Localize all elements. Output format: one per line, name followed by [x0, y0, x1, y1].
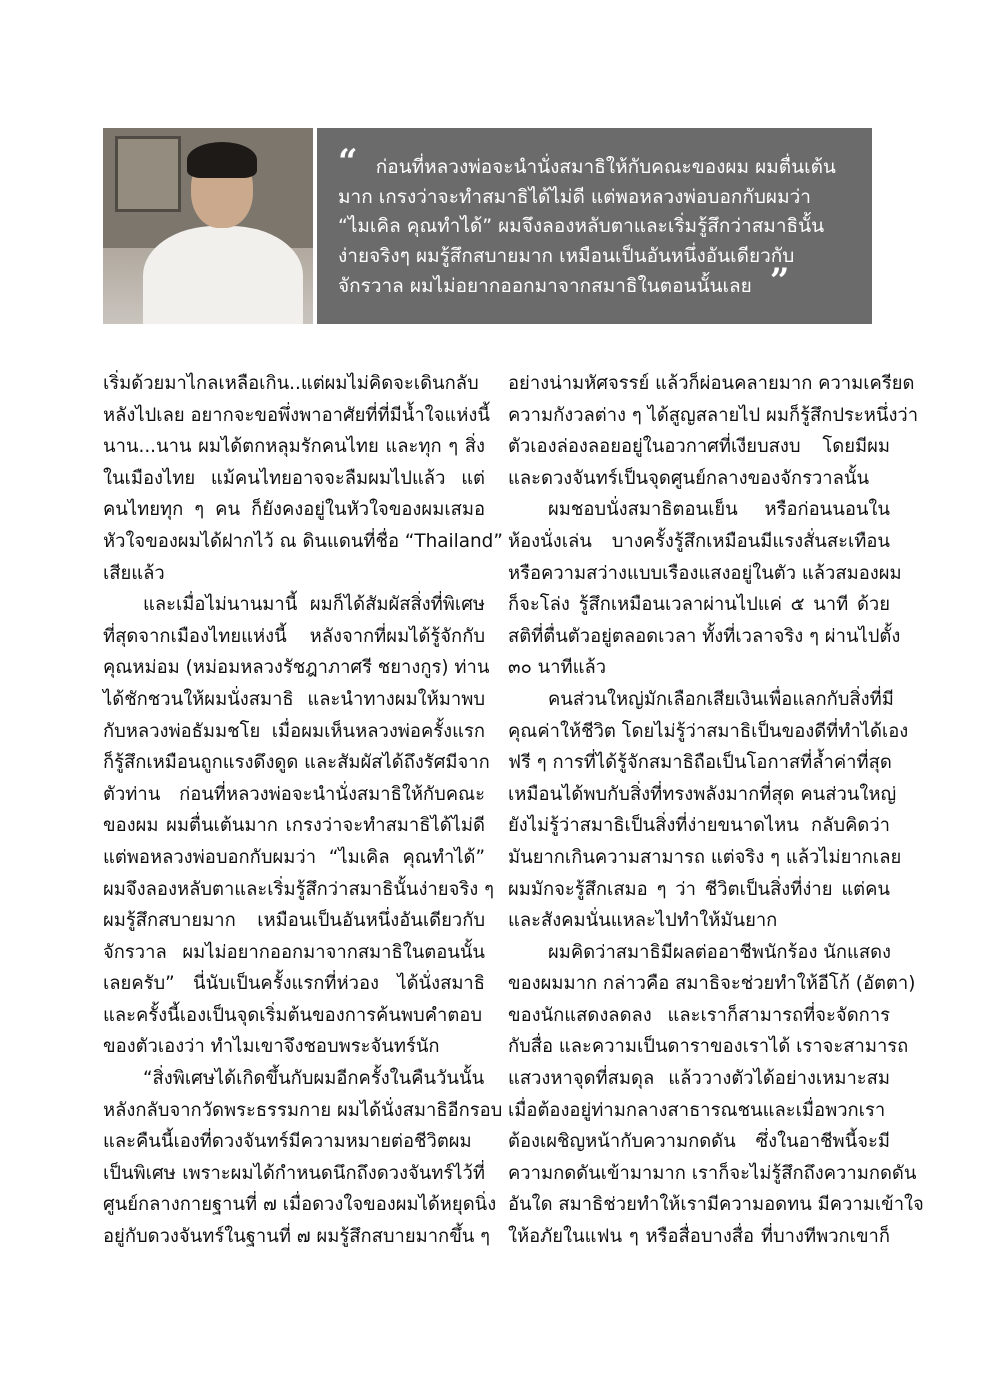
- left-line: ผมจึงลองหลับตาและเริ่มรู้สึกว่าสมาธินั้นง่ายจริง ๆ: [103, 878, 494, 900]
- left-line: ของตัวเองว่า ทำไมเขาจึงชอบพระจันทร์นัก: [103, 1036, 440, 1058]
- left-line: กับหลวงพ่อธัมมชโย เมื่อผมเห็นหลวงพ่อครั้งแรก: [103, 720, 485, 742]
- right-line: มันยากเกินความสามารถ แต่จริง ๆ แล้วไม่ยากเลย: [508, 846, 902, 868]
- left-line: เริ่มด้วยมาไกลเหลือเกิน..แต่ผมไม่คิดจะเดินกลับ: [103, 373, 479, 394]
- left-line: และคืนนี้เองที่ดวงจันทร์มีความหมายต่อชีวิตผม: [103, 1131, 472, 1153]
- left-column: [103, 368, 503, 1253]
- right-line: คุณค่าให้ชีวิต โดยไม่รู้ว่าสมาธิเป็นของดีที่ทำได้เอง: [508, 720, 909, 742]
- left-line: นาน...นาน ผมได้ตกหลุมรักคนไทย และทุก ๆ สิ่ง: [103, 436, 485, 458]
- portrait-photo: [103, 128, 313, 324]
- pull-quote: [338, 142, 858, 302]
- right-line: คนส่วนใหญ่มักเลือกเสียเงินเพื่อแลกกับสิ่งที่มี: [548, 688, 894, 710]
- quote-line-2: มาก เกรงว่าจะทำสมาธิได้ไม่ดี แต่พอหลวงพ่อบอกกับผมว่า: [338, 185, 811, 208]
- right-line: อย่างน่ามหัศจรรย์ แล้วก็ผ่อนคลายมาก ความเครียด: [508, 373, 915, 394]
- right-line: ของผมมาก กล่าวคือ สมาธิจะช่วยทำให้อีโก้ (อัตตา): [508, 973, 916, 995]
- left-line: หลังกลับจากวัดพระธรรมกาย ผมได้นั่งสมาธิอีกรอบ: [103, 1099, 503, 1121]
- right-line: หรือความสว่างแบบเรืองแสงอยู่ในตัว แล้วสมองผม: [508, 562, 902, 584]
- left-line: หลังไปเลย อยากจะขอพึ่งพาอาศัยที่ที่มีน้ำใจแห่งนี้: [103, 404, 490, 426]
- quote-line-5: จักรวาล ผมไม่อยากออกมาจากสมาธิในตอนนั้นเลย ”: [338, 261, 790, 301]
- right-line: ตัวเองล่องลอยอยู่ในอวกาศที่เงียบสงบ โดยมีผม: [508, 436, 890, 458]
- right-line: ความกดดันเข้ามามาก เราก็จะไม่รู้สึกถึงความกดดัน: [508, 1162, 917, 1184]
- left-line: ตัวท่าน ก่อนที่หลวงพ่อจะนำนั่งสมาธิให้กับคณะ: [103, 783, 485, 805]
- left-line: ที่สุดจากเมืองไทยแห่งนี้ หลังจากที่ผมได้รู้จักกับ: [103, 625, 485, 647]
- right-line: เหมือนได้พบกับสิ่งที่ทรงพลังมากที่สุด คนส่วนใหญ่: [508, 783, 897, 805]
- left-line: จักรวาล ผมไม่อยากออกมาจากสมาธิในตอนนั้น: [103, 941, 485, 963]
- right-line: และสังคมนั่นแหละไปทำให้มันยาก: [508, 910, 778, 932]
- right-line: ฟรี ๆ การที่ได้รู้จักสมาธิถือเป็นโอกาสที่ล้ำค่าที่สุด: [508, 752, 892, 774]
- open-quote-mark: “: [338, 142, 358, 182]
- left-line: ศูนย์กลางกายฐานที่ ๗ เมื่อดวงใจของผมได้หยุดนิ่ง: [103, 1194, 497, 1216]
- right-line: ผมคิดว่าสมาธิมีผลต่ออาชีพนักร้อง นักแสดง: [548, 941, 891, 963]
- right-line: ผมชอบนั่งสมาธิตอนเย็น หรือก่อนนอนใน: [548, 499, 890, 521]
- right-line: เมื่อต้องอยู่ท่ามกลางสาธารณชนและเมื่อพวกเรา: [508, 1099, 886, 1121]
- right-line: ความกังวลต่าง ๆ ได้สูญสลายไป ผมก็รู้สึกประหนึ่งว่า: [508, 404, 919, 426]
- left-line: “สิ่งพิเศษได้เกิดขึ้นกับผมอีกครั้งในคืนวันนั้น: [143, 1068, 485, 1090]
- photo-wall-frame: [115, 136, 181, 212]
- photo-person-hair: [187, 142, 257, 178]
- left-line: อยู่กับดวงจันทร์ในฐานที่ ๗ ผมรู้สึกสบายมากขึ้น ๆ: [103, 1226, 491, 1248]
- right-column: [508, 368, 924, 1253]
- right-line: ห้องนั่งเล่น บางครั้งรู้สึกเหมือนมีแรงสั่นสะเทือน: [508, 530, 890, 552]
- right-line: และดวงจันทร์เป็นจุดศูนย์กลางของจักรวาลนั้น: [508, 467, 870, 489]
- right-line: อันใด สมาธิช่วยทำให้เรามีความอดทน มีความเข้าใจ: [508, 1194, 924, 1216]
- right-line: ของนักแสดงลดลง และเราก็สามารถที่จะจัดการ: [508, 1004, 890, 1026]
- left-line: หัวใจของผมได้ฝากไว้ ณ ดินแดนที่ชื่อ “Thailand”: [103, 530, 503, 552]
- right-line: ต้องเผชิญหน้ากับความกดดัน ซึ่งในอาชีพนี้จะมี: [508, 1131, 890, 1153]
- left-line: คุณหม่อม (หม่อมหลวงรัชฎาภาศรี ชยางกูร) ท่าน: [103, 657, 490, 679]
- right-line: ๓๐ นาทีแล้ว: [508, 657, 607, 679]
- left-line: ผมรู้สึกสบายมาก เหมือนเป็นอันหนึ่งอันเดียวกับ: [103, 910, 485, 932]
- quote-line-1: “ ก่อนที่หลวงพ่อจะนำนั่งสมาธิให้กับคณะของผม ผมตื่นเต้น: [338, 142, 836, 182]
- right-line: ผมมักจะรู้สึกเสมอ ๆ ว่า ชีวิตเป็นสิ่งที่ง่าย แต่คน: [508, 878, 890, 900]
- right-line: แสวงหาจุดที่สมดุล แล้ววางตัวได้อย่างเหมาะสม: [508, 1068, 890, 1090]
- left-line: เป็นพิเศษ เพราะผมได้กำหนดนึกถึงดวงจันทร์ไว้ที่: [103, 1162, 485, 1184]
- left-line: ก็รู้สึกเหมือนถูกแรงดึงดูด และสัมผัสได้ถึงรัศมีจาก: [103, 752, 490, 774]
- banner-divider: [313, 128, 317, 324]
- left-line: แต่พอหลวงพ่อบอกกับผมว่า “ไมเคิล คุณทำได้”: [103, 846, 485, 868]
- right-line: ให้อภัยในแฟน ๆ หรือสื่อบางสื่อ ที่บางทีพวกเขาก็: [508, 1226, 890, 1248]
- quote-line-3: “ไมเคิล คุณทำได้” ผมจึงลองหลับตาและเริ่มรู้สึกว่าสมาธินั้น: [338, 215, 825, 237]
- left-line: และครั้งนี้เองเป็นจุดเริ่มต้นของการค้นพบคำตอบ: [103, 1004, 482, 1026]
- right-line: ก็จะโล่ง รู้สึกเหมือนเวลาผ่านไปแค่ ๕ นาที ด้วย: [508, 594, 890, 616]
- right-line: สติที่ตื่นตัวอยู่ตลอดเวลา ทั้งที่เวลาจริง ๆ ผ่านไปตั้ง: [508, 625, 901, 647]
- left-line: เสียแล้ว: [103, 562, 165, 584]
- left-line: ของผม ผมตื่นเต้นมาก เกรงว่าจะทำสมาธิได้ไม่ดี: [103, 815, 485, 837]
- left-line: คนไทยทุก ๆ คน ก็ยังคงอยู่ในหัวใจของผมเสมอ: [103, 499, 485, 521]
- right-line: ยังไม่รู้ว่าสมาธิเป็นสิ่งที่ง่ายขนาดไหน กลับคิดว่า: [508, 815, 890, 837]
- left-line: ในเมืองไทย แม้คนไทยอาจจะลืมผมไปแล้ว แต่: [103, 467, 485, 489]
- right-line: กับสื่อ และความเป็นดาราของเราได้ เราจะสามารถ: [508, 1036, 909, 1058]
- photo-person-body: [143, 226, 303, 324]
- left-line: เลยครับ” นี่นับเป็นครั้งแรกที่ห่วอง ได้นั่งสมาธิ: [103, 973, 485, 995]
- left-line: ได้ชักชวนให้ผมนั่งสมาธิ และนำทางผมให้มาพบ: [103, 688, 485, 710]
- close-quote-mark: ”: [769, 261, 790, 301]
- quote-line-4: ง่ายจริงๆ ผมรู้สึกสบายมาก เหมือนเป็นอันหนึ่งอันเดียวกับ: [338, 244, 795, 267]
- left-line: และเมื่อไม่นานมานี้ ผมก็ได้สัมผัสสิ่งที่พิเศษ: [143, 594, 485, 616]
